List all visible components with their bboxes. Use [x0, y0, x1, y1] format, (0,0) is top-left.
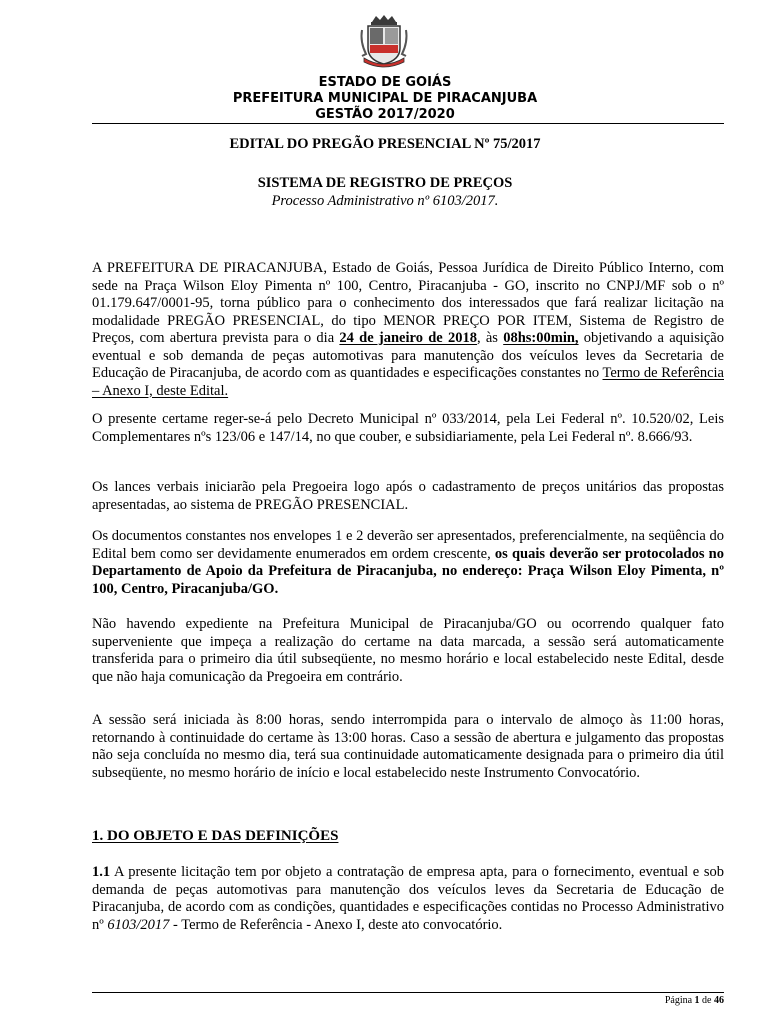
protocol-address: os quais deverão ser protocolados no Departamento de Apoio da Prefeitura de Piracanjuba, no endereço: Praça Wilson Eloy Pimenta, nº 100, Centro, Piracanjuba/GO. — [92, 545, 724, 597]
process-number: Processo Administrativo nº 6103/2017. — [271, 193, 499, 209]
opening-time: 08hs:00min, — [503, 330, 579, 346]
administration-term: GESTÃO 2017/2020 — [315, 107, 455, 122]
bids-paragraph: Os lances verbais iniciarão pela Pregoeira logo após o cadastramento de preços unitários das propostas apresentadas, ao sistema de PREGÃO PRESENCIAL. — [92, 479, 724, 513]
state-name: ESTADO DE GOIÁS — [318, 75, 452, 90]
object-paragraph: 1.1 A presente licitação tem por objeto a contratação de empresa apta, para o fornecimento, eventual e sob demanda de peças automotivas para manutenção dos veículos leves da Secretaria de Educação de Piracanjuba, de acordo com as condições, quantidades e especificações contidas no Processo Administrativo nº 6103/2017 - Termo de Referência - Anexo I, deste ato convocatório. — [92, 864, 724, 933]
footer-divider — [92, 992, 724, 993]
page-counter: Página 1 de 46 — [664, 995, 724, 1006]
section-1-heading: 1. DO OBJETO E DAS DEFINIÇÕES — [92, 828, 339, 844]
header-divider — [92, 123, 724, 124]
system-title: SISTEMA DE REGISTRO DE PREÇOS — [257, 175, 513, 191]
no-business-day-paragraph: Não havendo expediente na Prefeitura Municipal de Piracanjuba/GO ou ocorrendo qualquer fato superveniente que impeça a realização do certame na data marcada, a sessão será automaticamente transferida para o primeiro dia útil subseqüente, no mesmo horário e local estabelecido neste Edital, desde que não haja comunicação da Pregoeira em contrário. — [92, 616, 724, 685]
legal-basis-paragraph: O presente certame reger-se-á pelo Decreto Municipal nº 033/2014, pela Lei Federal nº. 10.520/02, Leis Complementares nºs 123/06 e 147/14, no que couber, e subsidiariamente, pela Lei Federal nº. 8.666/93. — [92, 411, 724, 445]
documents-paragraph: Os documentos constantes nos envelopes 1 e 2 deverão ser apresentados, preferencialmente, na seqüência do Edital bem como ser devidamente enumerados em ordem crescente, os quais deverão ser protocolados no Departamento de Apoio da Prefeitura de Piracanjuba, no endereço: Praça Wilson Eloy Pimenta, nº 100, Centro, Piracanjuba/GO. — [92, 528, 724, 597]
municipal-coat-of-arms-icon — [358, 14, 410, 72]
prefecture-name: PREFEITURA MUNICIPAL DE PIRACANJUBA — [232, 91, 538, 106]
edital-title: EDITAL DO PREGÃO PRESENCIAL Nº 75/2017 — [229, 136, 541, 152]
reference-term-link: Termo de Referência – Anexo I, deste Edital. — [92, 365, 724, 399]
opening-date: 24 de janeiro de 2018 — [339, 330, 477, 346]
intro-paragraph: A PREFEITURA DE PIRACANJUBA, Estado de Goiás, Pessoa Jurídica de Direito Público Interno, com sede na Praça Wilson Eloy Pimenta nº 100, Centro, Piracanjuba - GO, inscrito no CNPJ/MF sob o nº 01.179.647/0001-95, torna público para o conhecimento dos interessados que fará realizar licitação na modalidade PREGÃO PRESENCIAL, do tipo MENOR PREÇO POR ITEM, Sistema de Registro de Preços, com abertura prevista para o dia 24 de janeiro de 2018, às 08hs:00min, objetivando a aquisição eventual e sob demanda de peças automotivas para manutenção dos veículos leves da Secretaria de Educação de Piracanjuba, de acordo com as quantidades e especificações constantes no Termo de Referência – Anexo I, deste Edital. — [92, 260, 724, 399]
session-schedule-paragraph: A sessão será iniciada às 8:00 horas, sendo interrompida para o intervalo de almoço às 11:00 horas, retornando à continuidade do certame às 13:00 horas. Caso a sessão de abertura e julgamento das propostas não seja concluída no mesmo dia, terá sua continuidade automaticamente designada para o primeiro dia útil subseqüente, no mesmo horário de início e local estabelecido neste Instrumento Convocatório. — [92, 712, 724, 781]
